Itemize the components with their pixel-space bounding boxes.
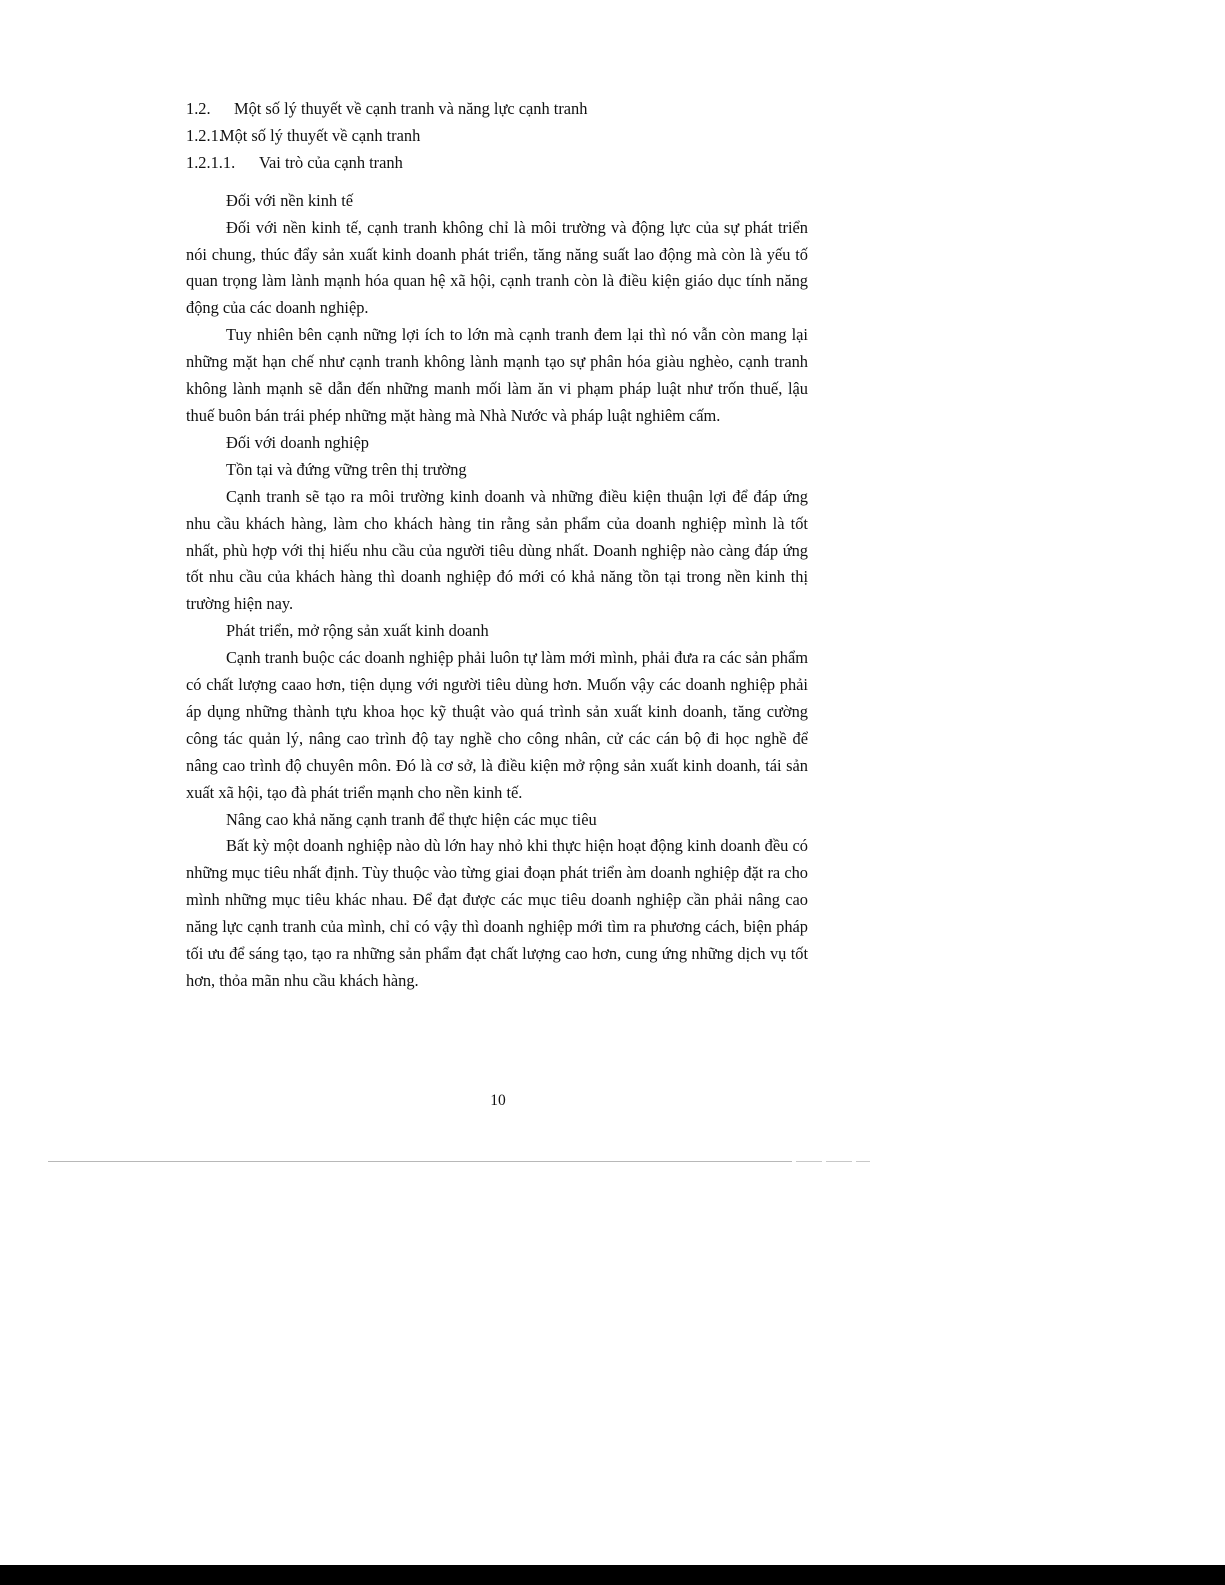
paragraph-develop: Cạnh tranh buộc các doanh nghiệp phải luôn tự làm mới mình, phải đưa ra các sản phẩm có chất lượng caao hơn, tiện dụng với người tiêu dùng hơn. Muốn vậy các doanh nghiệp phải áp dụng những thành tựu khoa học kỹ thuật vào quá trình sản xuất kinh doanh, tăng cường công tác quản lý, nâng cao trình độ tay nghề cho công nhân, cử các cán bộ đi học nghề để nâng cao trình độ chuyên môn. Đó là cơ sở, là điều kiện mở rộng sản xuất kinh doanh, tái sản xuất xã hội, tạo đà phát triển mạnh cho nền kinh tế. [186,648,808,802]
footer-dash [856,1161,870,1162]
subheading-develop: Phát triển, mở rộng sản xuất kinh doanh [226,621,489,641]
footer-dash [796,1161,822,1162]
section-heading-1-2 [186,96,808,123]
paragraph-economy-1: Đối với nền kinh tế, cạnh tranh không chỉ là môi trường và động lực của sự phát triển nói chung, thúc đẩy sản xuất kinh doanh phát triển, tăng năng suất lao động mà còn là yếu tố quan trọng làm lành mạnh hóa quan hệ xã hội, cạnh tranh còn là điều kiện giáo dục tính năng động của các doanh nghiệp. [186,217,808,318]
footer-dash [826,1161,852,1162]
subheading-goals: Nâng cao khả năng cạnh tranh để thực hiện các mục tiêu [226,809,597,829]
heading-number: 1.2. [186,99,211,118]
page-content [186,96,808,995]
bottom-edge-bar [0,1565,1225,1585]
paragraph-survive: Cạnh tranh sẽ tạo ra môi trường kinh doanh và những điều kiện thuận lợi để đáp ứng nhu cầu khách hàng, làm cho khách hàng tin rằng sản phẩm của doanh nghiệp mình là tốt nhất, phù hợp với thị hiếu nhu cầu của người tiêu dùng nhất. Doanh nghiệp nào càng đáp ứng tốt nhu cầu của khách hàng thì doanh nghiệp đó mới có khả năng tồn tại trong nền kinh thị trường hiện nay. [186,486,808,614]
paragraph-economy-2: Tuy nhiên bên cạnh nững lợi ích to lớn mà cạnh tranh đem lại thì nó vẫn còn mang lại những mặt hạn chế như cạnh tranh không lành mạnh tạo sự phân hóa giàu nghèo, cạnh tranh không lành mạnh sẽ dẫn đến những manh mối làm ăn vi phạm pháp luật như trốn thuế, lậu thuế buôn bán trái phép những mặt hàng mà Nhà Nước và pháp luật nghiêm cấm. [186,325,808,425]
paragraph-goals: Bất kỳ một doanh nghiệp nào dù lớn hay nhỏ khi thực hiện hoạt động kinh doanh đều có những mục tiêu nhất định. Tùy thuộc vào từng giai đoạn phát triển àm doanh nghiệp đặt ra cho mình những mục tiêu khác nhau. Để đạt được các mục tiêu doanh nghiệp cần phải nâng cao năng lực cạnh tranh của mình, chỉ có vậy thì doanh nghiệp mới tìm ra phương cách, biện pháp tối ưu để sáng tạo, tạo ra những sản phẩm đạt chất lượng cao hơn, cung ứng những dịch vụ tốt hơn, thỏa mãn nhu cầu khách hàng. [186,836,808,990]
heading-text: Một số lý thuyết về cạnh tranh [220,125,421,145]
heading-number: 1.2.1. [186,125,223,145]
footer-divider [48,1161,792,1162]
section-heading-1-2-1 [186,123,808,150]
subheading-survive: Tồn tại và đứng vững trên thị trường [226,459,467,479]
heading-text: Một số lý thuyết về cạnh tranh và năng lực cạnh tranh [234,99,588,118]
subheading-economy: Đối với nền kinh tế [226,190,354,210]
heading-number: 1.2.1.1. [186,152,236,172]
section-heading-1-2-1-1 [186,150,808,177]
heading-text: Vai trò của cạnh tranh [259,152,403,172]
subheading-business: Đối với doanh nghiệp [226,432,369,452]
page-number: 10 [490,1092,506,1109]
